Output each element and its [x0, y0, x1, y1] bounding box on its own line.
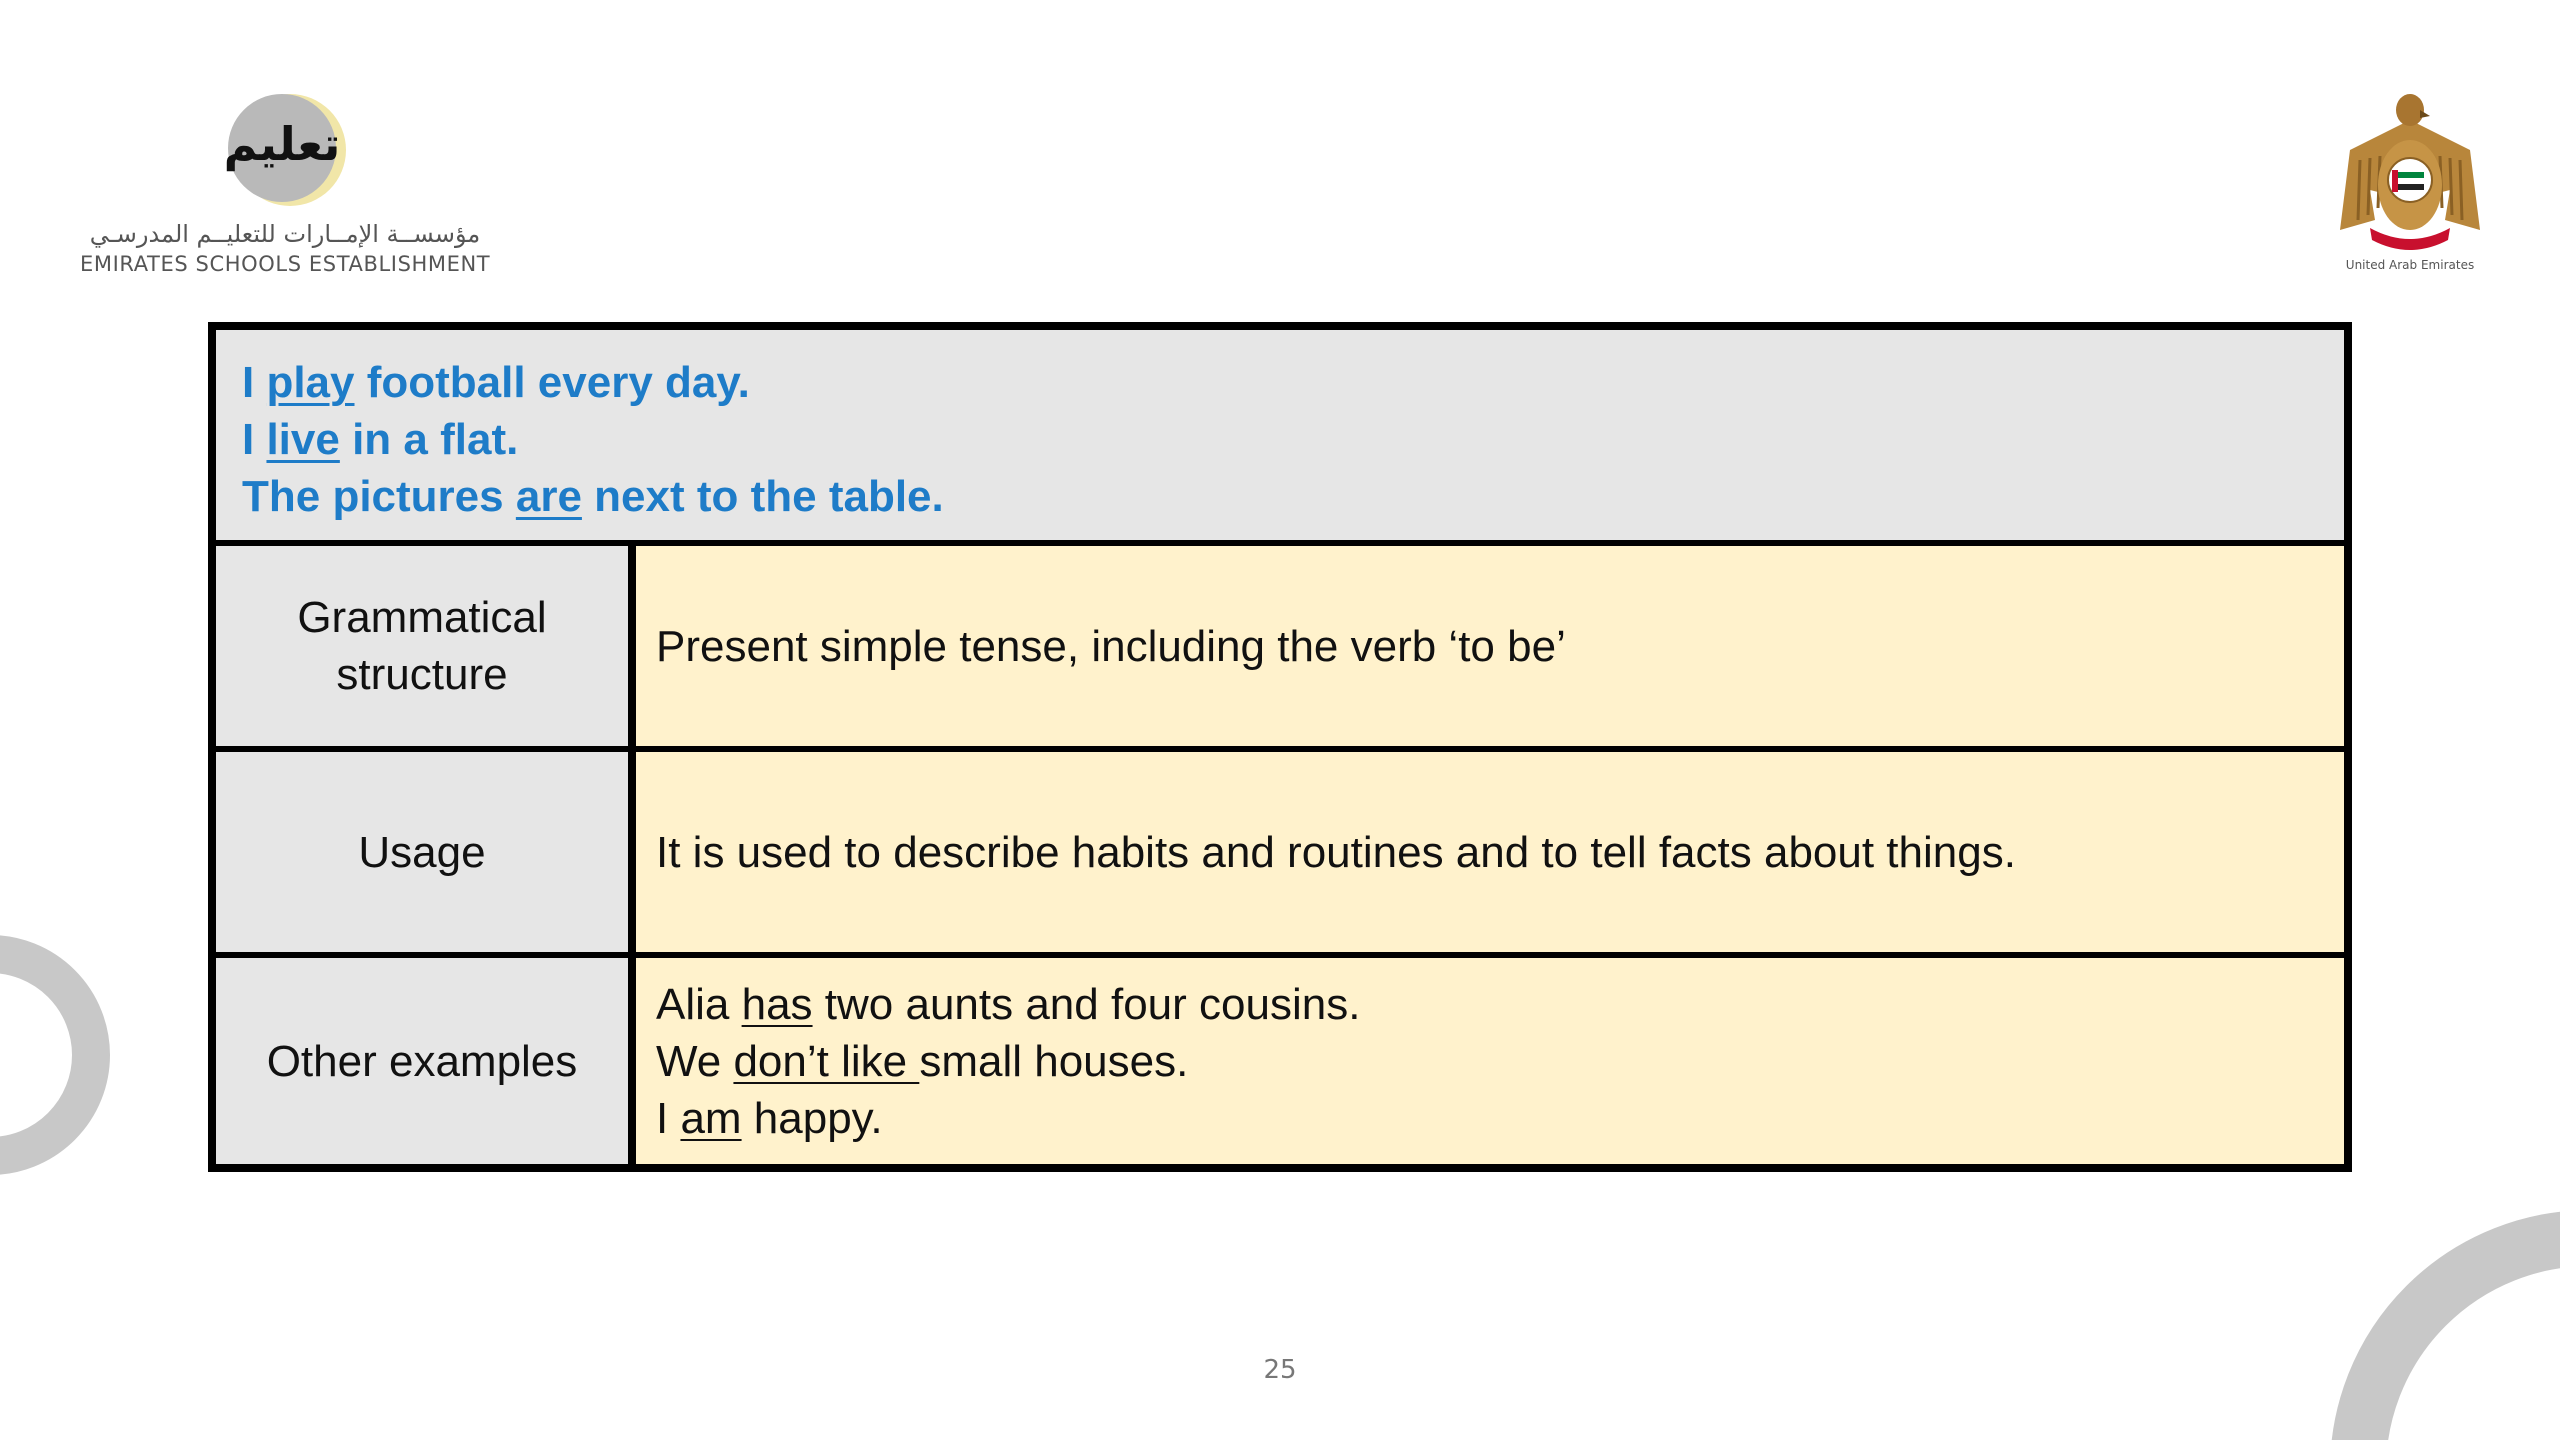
example-sentence-3: The pictures are next to the table. [242, 472, 944, 521]
example-sentences-header [216, 330, 2344, 540]
ese-name-arabic: مؤسســة الإمــارات للتعليــم المدرسـي [89, 220, 481, 248]
row-value: It is used to describe habits and routines and to tell facts about things. [636, 752, 2344, 952]
row-value: Present simple tense, including the verb ‘to be’ [636, 546, 2344, 746]
underlined-verb: has [741, 979, 813, 1029]
row-value [636, 958, 2344, 1164]
row-label: Other examples [216, 958, 628, 1164]
row-label: Usage [216, 752, 628, 952]
falcon-emblem-icon [2330, 80, 2490, 255]
example-sentence-1: I play football every day. [242, 358, 750, 407]
underlined-verb: don’t like [733, 1036, 920, 1086]
grammar-table [208, 322, 2352, 1172]
svg-text:تعليم: تعليم [223, 117, 341, 171]
uae-emblem [2330, 80, 2490, 285]
table-row-other-examples [216, 958, 2344, 1164]
example-line-1: Alia has two aunts and four cousins. [656, 979, 1361, 1029]
ese-logo [80, 80, 500, 285]
decorative-ring-left [0, 935, 110, 1175]
table-row-usage [216, 752, 2344, 952]
page-number: 25 [1263, 1355, 1297, 1385]
underlined-verb: are [515, 472, 582, 521]
uae-caption: United Arab Emirates [2345, 258, 2475, 272]
ese-name-english: EMIRATES SCHOOLS ESTABLISHMENT [80, 252, 491, 276]
ese-logo-mark-icon [220, 80, 350, 210]
decorative-ring-right [2330, 1210, 2560, 1440]
row-label: Grammatical structure [216, 546, 628, 746]
example-sentence-2: I live in a flat. [242, 415, 519, 464]
example-line-3: I am happy. [656, 1093, 883, 1143]
example-line-2: We don’t like small houses. [656, 1036, 1189, 1086]
underlined-verb: live [266, 415, 340, 464]
underlined-verb: am [680, 1093, 742, 1143]
table-row-grammatical-structure [216, 546, 2344, 746]
underlined-verb: play [266, 358, 355, 407]
